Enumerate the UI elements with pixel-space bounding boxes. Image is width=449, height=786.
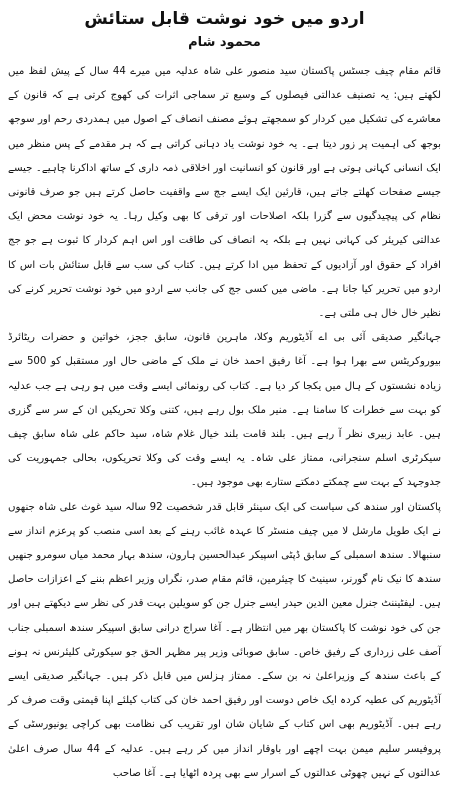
- article-paragraph-3: پاکستان اور سندھ کی سیاست کی ایک سینئر قابل قدر شخصیت 92 سالہ سید غوث علی شاہ جنھوں نے ایک طویل مارشل لا میں چیف منسٹر کا عہدہ غائب رہنے کے بعد اسی منصب کو پرعزم انداز سے سنبھالا۔ سندھ اسمبلی کے سابق ڈپٹی اسپیکر عبدالحسین ہارون، سندھ بہار محمد میاں سومرو جنھیں سندھ کا نیک نام گورنر، سینیٹ کا چیئرمین، قائم مقام صدر، نگراں وزیر اعظم بننے کے اعزازات حاصل ہیں۔ لیفٹیننٹ جنرل معین الدین حیدر ایسے جنرل جن کو سویلین بہت قدر کی نظر سے دیکھتے ہیں اور جن کی خود نوشت کا پاکستان بھر میں انتظار ہے۔ آغا سراج درانی سابق اسپیکر سندھ اسمبلی جناب آصف علی زرداری کے رفیق خاص۔ سابق صوبائی وزیر پیر مظہر الحق جو سیکورٹی کلیئرنس نہ ہونے کے باعث سندھ کے وزیراعلیٰ نہ بن سکے۔ ممتاز ہزلس میں قابل ذکر ہیں۔ جہانگیر صدیقی ایسے آڈیٹوریم کی عطیہ کردہ ایک خاص دوست اور رفیق احمد خان کی کتاب کیلئے اپنا قیمتی وقت صرف کر رہے ہیں۔ آڈیٹوریم بھی اس کتاب کے شایان شان اور تقریب کی نظامت بھی کراچی یونیورسٹی کے پروفیسر سلیم میمن بہت اچھے اور باوقار انداز میں کر رہے ہیں۔ عدلیہ کے 44 سال صرف اعلیٰ عدالتوں کے نہیں چھوٹی عدالتوں کے اسرار سے بھی پردہ اٹھایا ہے۔ آغا صاحب: [8, 501, 441, 779]
- author-byline: محمود شام: [188, 35, 261, 50]
- article-paragraph-1: قائم مقام چیف جسٹس پاکستان سید منصور علی شاہ عدلیہ میں میرے 44 سال کے پیش لفظ میں لکھتے ہیں: یہ تصنیف عدالتی فیصلوں کے وسیع تر سماجی اثرات کی کھوج کرتی ہے کہ قانون کے معاشرے کی تشکیل میں کردار کو سمجھتے ہوئے مصنف انصاف کے اصول میں ہمدردی رحم اور سوجھ بوجھ کی اہمیت پر زور دیتا ہے۔ یہ خود نوشت یاد دہانی کراتی ہے کہ ہر مقدمے کے پس منظر میں ایک انسانی کہانی ہوتی ہے اور قانون کو انسانیت اور اخلاقی ذمہ داری کے ساتھ اداکرنا چاہیے۔ جیسے جیسے صفحات کھلتے جاتے ہیں، قارئین ایک ایسے جج سے واقفیت حاصل کرتے ہیں جو صرف قانونی نظام کی پیچیدگیوں سے گزرا بلکہ اصلاحات اور ترقی کا بھی وکیل رہا۔ یہ خود نوشت محض ایک عدالتی کیریئر کی کہانی نہیں ہے بلکہ یہ انصاف کی طاقت اور اس اہم کردار کا ثبوت ہے جو جج افراد کے حقوق اور آزادیوں کے تحفظ میں ادا کرتے ہیں۔ کتاب کی سب سے قابل ستائش بات اس کا اردو میں تحریر کیا جانا ہے۔ ماضی میں کسی جج کی جانب سے اردو میں خود نوشت تحریر کرنے کی نظیر خال خال ہی ملتی ہے۔: [8, 66, 441, 320]
- article-paragraph-2: جہانگیر صدیقی آئی بی اے آڈیٹوریم وکلا، ماہرین قانون، سابق ججز، خواتین و حضرات ریٹائرڈ بیوروکریٹس سے بھرا ہوا ہے۔ آغا رفیق احمد خان نے ملک کے ماضی حال اور مستقبل کو 500 سے زیادہ نشستوں کے ہال میں یکجا کر دیا ہے۔ کتاب کی رونمائی ایسے وقت میں ہو رہی ہے جب عدلیہ کو بہت سے خطرات کا سامنا ہے۔ منیر ملک بول رہے ہیں، کتنی وکلا تحریکیں ان کے سر سے گزری ہیں۔ عابد زبیری نظر آ رہے ہیں۔ بلند قامت بلند خیال غلام شاہ، سید حاکم علی شاہ سابق چیف سیکرٹری اسلم سنجرانی، ممتاز علی شاہ۔ یہ ایسے وقت کی وکلا تحریکوں، بحالی جمہوریت کی جدوجہد کے بہت سے چمکتے دمکتے ستارے بھی موجود ہیں۔: [8, 332, 441, 489]
- article-headline: اردو میں خود نوشت قابل ستائش: [84, 9, 365, 29]
